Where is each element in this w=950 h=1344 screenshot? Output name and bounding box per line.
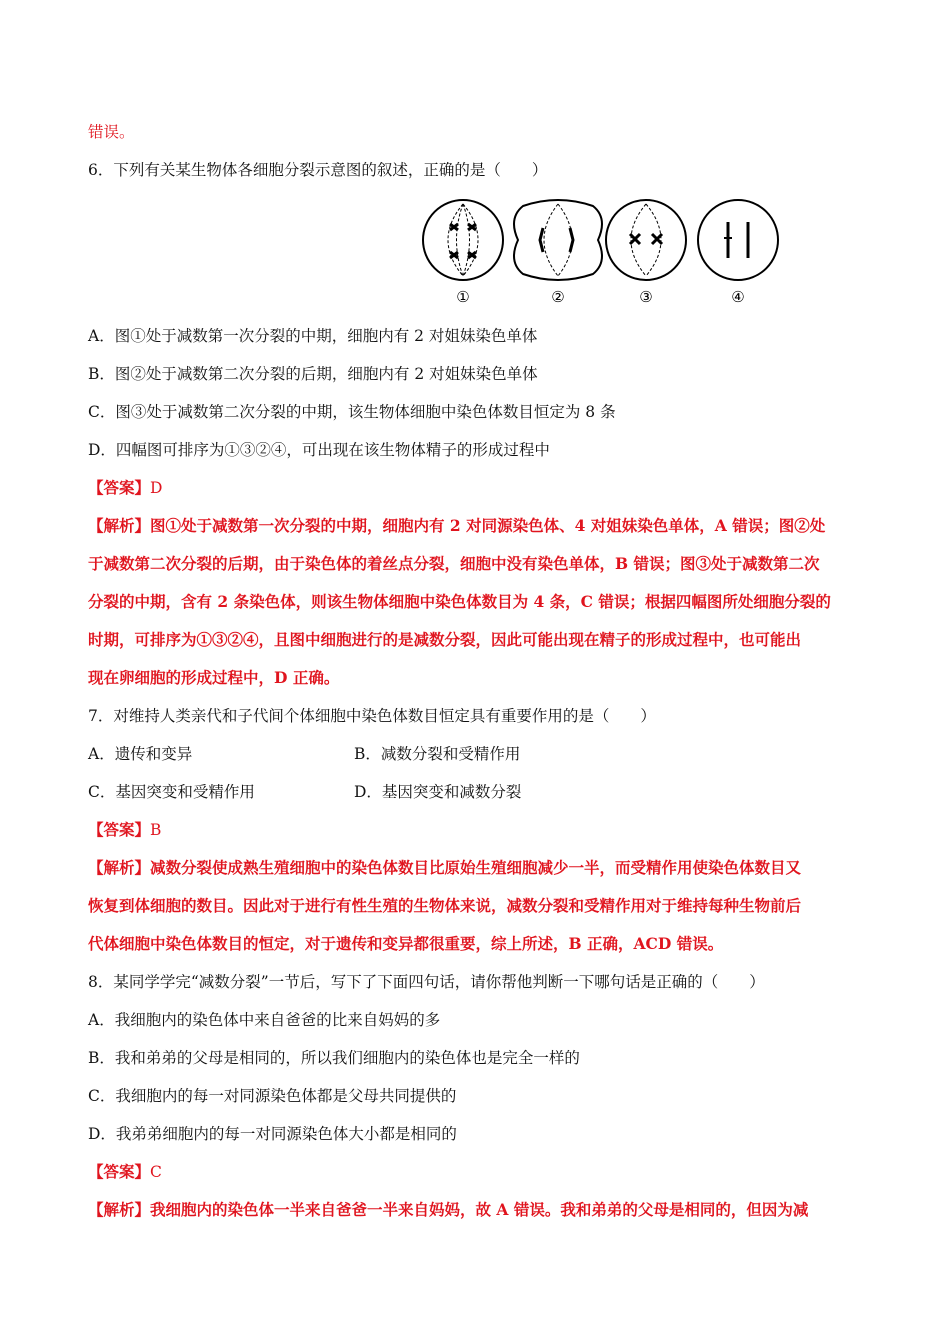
figure-label-3: ③ — [639, 288, 653, 306]
analysis-label: 【解析】 — [88, 858, 151, 877]
answer-value: B — [150, 821, 162, 839]
q6-stem: 6．下列有关某生物体各细胞分裂示意图的叙述，正确的是（ ） — [88, 161, 548, 179]
q7-analysis-line-1: 【解析】减数分裂使成熟生殖细胞中的染色体数目比原始生殖细胞减少一半，而受精作用使染色体数目又 — [88, 858, 802, 877]
cell-2-diagram — [514, 200, 602, 280]
figure-label-4: ④ — [731, 288, 745, 306]
q8-answer — [88, 1162, 162, 1182]
figure-label-2: ② — [551, 288, 565, 306]
q7-option-d: D．基因突变和减数分裂 — [354, 783, 522, 801]
cell-3-diagram — [606, 200, 686, 280]
answer-label: 【答案】 — [88, 1162, 151, 1181]
analysis-label: 【解析】 — [88, 1200, 151, 1219]
q6-analysis-line-1: 【解析】图①处于减数第一次分裂的中期，细胞内有 2 对同源染色体、4 对姐妹染色单体，A 错误；图②处 — [88, 516, 826, 535]
q8-stem: 8．某同学学完“减数分裂”一节后，写下了下面四句话，请你帮他判断一下哪句话是正确的（ ） — [88, 973, 765, 991]
q6-option-c: C．图③处于减数第二次分裂的中期，该生物体细胞中染色体数目恒定为 8 条 — [88, 403, 616, 421]
q8-option-c: C．我细胞内的每一对同源染色体都是父母共同提供的 — [88, 1087, 457, 1105]
q6-analysis-line-3: 分裂的中期，含有 2 条染色体，则该生物体细胞中染色体数目为 4 条，C 错误；根据四幅图所处细胞分裂的 — [88, 592, 831, 611]
answer-label: 【答案】 — [88, 820, 151, 839]
analysis-label: 【解析】 — [88, 516, 151, 535]
q8-option-a: A．我细胞内的染色体中来自爸爸的比来自妈妈的多 — [88, 1011, 441, 1029]
q6-answer — [88, 478, 162, 498]
q7-analysis-line-2: 恢复到体细胞的数目。因此对于进行有性生殖的生物体来说，减数分裂和受精作用对于维持每种生物前后 — [88, 896, 802, 915]
answer-label: 【答案】 — [88, 478, 151, 497]
q7-analysis-line-3: 代体细胞中染色体数目的恒定，对于遗传和变异都很重要，综上所述，B 正确，ACD 错误。 — [88, 934, 724, 953]
answer-value: D — [150, 479, 163, 497]
q7-stem: 7．对维持人类亲代和子代间个体细胞中染色体数目恒定具有重要作用的是（ ） — [88, 707, 656, 725]
q6-option-a: A．图①处于减数第一次分裂的中期，细胞内有 2 对姐妹染色单体 — [88, 327, 538, 345]
q6-analysis-line-2: 于减数第二次分裂的后期，由于染色体的着丝点分裂，细胞中没有染色单体，B 错误；图③处于减数第二次 — [88, 554, 820, 573]
q8-option-d: D．我弟弟细胞内的每一对同源染色体大小都是相同的 — [88, 1125, 457, 1143]
q6-analysis-line-4: 时期，可排序为①③②④，且图中细胞进行的是减数分裂，因此可能出现在精子的形成过程中，也可能出 — [88, 630, 802, 649]
figure-label-1: ① — [456, 288, 470, 306]
q8-analysis-line-1: 【解析】我细胞内的染色体一半来自爸爸一半来自妈妈，故 A 错误。我和弟弟的父母是相同的，但因为减 — [88, 1200, 809, 1219]
q6-analysis-line-5: 现在卵细胞的形成过程中，D 正确。 — [88, 668, 340, 687]
answer-value: C — [150, 1163, 162, 1181]
cell-division-figure — [418, 198, 783, 308]
q7-option-b: B．减数分裂和受精作用 — [354, 745, 521, 763]
cell-4-diagram — [698, 200, 778, 280]
cell-1-diagram — [423, 200, 503, 280]
q6-option-b: B．图②处于减数第二次分裂的后期，细胞内有 2 对姐妹染色单体 — [88, 365, 538, 383]
previous-analysis-tail: 错误。 — [88, 123, 135, 141]
q7-answer — [88, 820, 161, 840]
q6-option-d: D．四幅图可排序为①③②④，可出现在该生物体精子的形成过程中 — [88, 441, 550, 459]
q7-option-c: C．基因突变和受精作用 — [88, 783, 255, 801]
q8-option-b: B．我和弟弟的父母是相同的，所以我们细胞内的染色体也是完全一样的 — [88, 1049, 580, 1067]
q7-options-row-2 — [88, 782, 788, 802]
q7-options-row-1 — [88, 744, 788, 764]
q7-option-a: A．遗传和变异 — [88, 745, 193, 763]
